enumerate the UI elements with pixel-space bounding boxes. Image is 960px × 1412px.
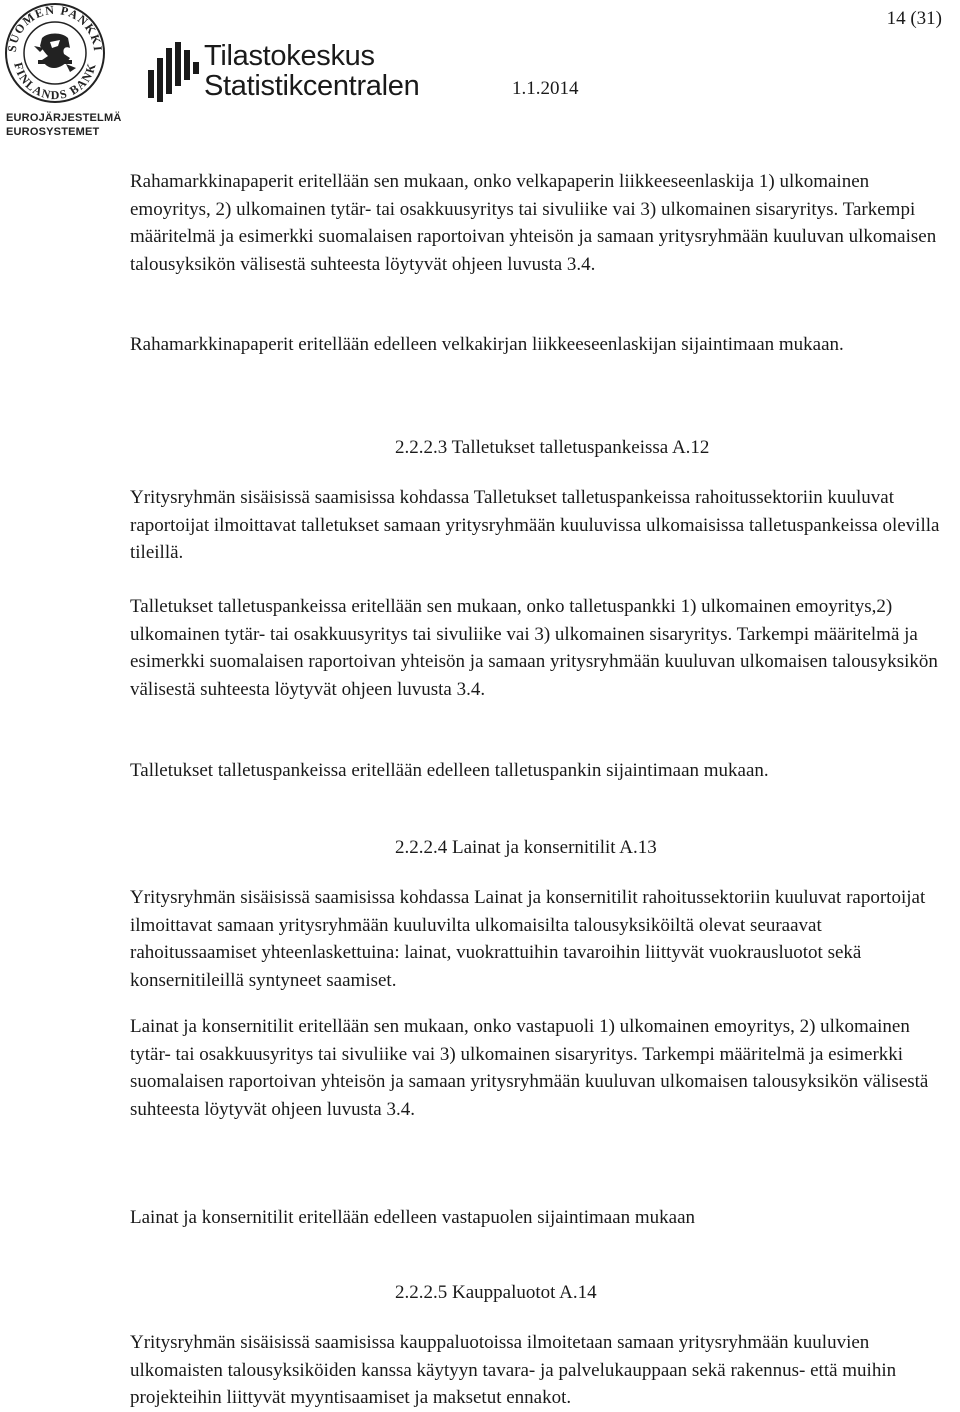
bank-seal-icon [4,2,106,104]
paragraph [130,168,942,278]
page-number: 14 (31) [886,8,942,29]
document-date: 1.1.2014 [512,78,579,99]
section-heading: 2.2.2.3 Talletukset talletuspankeissa A.12 [395,437,710,458]
paragraph-text: Rahamarkkinapaperit eritellään edelleen velkakirjan liikkeeseenlaskijan sijaintimaan mukaan. [130,334,844,355]
section-heading: 2.2.2.5 Kauppaluotot A.14 [395,1282,597,1303]
paragraph-text: Yritysryhmän sisäisissä saamisissa kohdassa Lainat ja konsernitilit rahoitussektoriin kuuluvat raportoijat ilmoittavat samaan yritysryhmään kuuluvilta ulkomaisilta talousyksiköiltä olevat seuraavat rahoitussaamiset yhteenlaskettuina: lainat, vuokrattuihin tavaroihin liittyvät vuokrausluotot sekä konsernitileillä syntyneet saamiset. [130,887,926,991]
paragraph-text: Talletukset talletuspankeissa eritellään sen mukaan, onko talletuspankki 1) ulkomainen emoyritys,2) ulkomainen tytär- tai osakkuusyritys tai sivuliike vai 3) ulkomainen sisaryritys. Tarkempi määritelmä ja esimerkki suomalaisen raportoivan yhteisön ja samaan yritysryhmään kuuluvan ulkomaisen talousyksikön välisestä suhteesta löytyvät ohjeen luvusta 3.4. [130,596,938,700]
stat-name-sv: Statistikcentralen [204,70,420,102]
paragraph [130,593,942,703]
paragraph-text: Yritysryhmän sisäisissä saamisissa kohdassa Talletukset talletuspankeissa rahoitussektoriin kuuluvat raportoijat ilmoittavat talletukset samaan yritysryhmään kuuluvissa ulkomaisissa talletuspankeissa olevilla tileillä. [130,487,940,564]
paragraph [130,1329,942,1412]
suomen-pankki-logo [0,0,122,148]
paragraph [130,331,942,359]
paragraph [130,1013,942,1123]
tilastokeskus-logo [146,36,421,106]
paragraph-text: Lainat ja konsernitilit eritellään sen mukaan, onko vastapuoli 1) ulkomainen emoyritys, 2) ulkomainen tytär- tai osakkuusyritys tai sivuliike vai 3) ulkomainen sisaryritys. Tarkempi määritelmä ja esimerkki suomalaisen raportoivan yhteisön ja samaan yritysryhmään kuuluvan ulkomaisen talousyksikön välisestä suhteesta löytyvät ohjeen luvusta 3.4. [130,1016,929,1120]
svg-text:SUOMEN PANKKI: SUOMEN PANKKI [4,2,106,53]
paragraph [130,757,942,785]
eurosystem-line-1: EUROJÄRJESTELMÄ [6,112,122,124]
svg-text:FINLANDS BANK: FINLANDS BANK [11,60,99,103]
eurosystem-line-2: EUROSYSTEMET [6,126,100,138]
paragraph [130,484,942,567]
paragraph-text: Lainat ja konsernitilit eritellään edelleen vastapuolen sijaintimaan mukaan [130,1207,696,1228]
paragraph [130,1204,942,1232]
paragraph [130,884,942,994]
section-heading: 2.2.2.4 Lainat ja konsernitilit A.13 [395,837,657,858]
statistics-bars-icon [146,40,202,102]
paragraph-text: Yritysryhmän sisäisissä saamisissa kauppaluotoissa ilmoitetaan samaan yritysryhmään kuuluvien ulkomaisten talousyksiköiden kanssa käytyyn tavara- ja palvelukauppaan sekä rakennus- että muihin projekteihin liittyvät myyntisaamiset ja maksetut ennakot. [130,1332,897,1409]
paragraph-text: Talletukset talletuspankeissa eritellään edelleen talletuspankin sijaintimaan mukaan. [130,760,769,781]
paragraph-text: Rahamarkkinapaperit eritellään sen mukaan, onko velkapaperin liikkeeseenlaskija 1) ulkomainen emoyritys, 2) ulkomainen tytär- tai osakkuusyritys tai sivuliike vai 3) ulkomainen sisaryritys. Tarkempi määritelmä ja esimerkki suomalaisen raportoivan yhteisön ja samaan yritysryhmään kuuluvan ulkomaisen talousyksikön välisestä suhteesta löytyvät ohjeen luvusta 3.4. [130,171,937,275]
stat-name-fi: Tilastokeskus [204,40,375,72]
